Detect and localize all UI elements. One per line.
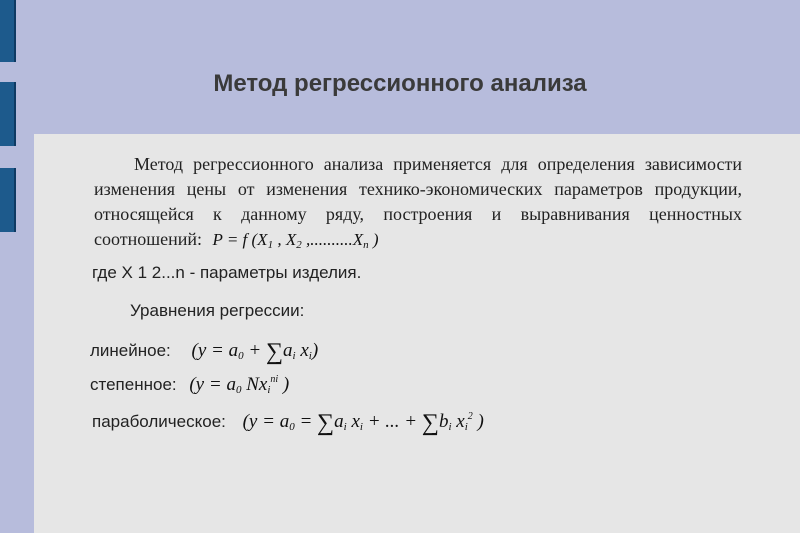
equation-linear-formula: (y = a0 + ∑ai xi) (191, 339, 319, 365)
equation-linear (90, 339, 318, 366)
side-tab-3 (0, 168, 16, 232)
regression-heading: Уравнения регрессии: (130, 301, 305, 320)
main-formula: P = f (X1 , X2 ,..........Xn ) (212, 230, 379, 251)
content-panel (34, 134, 800, 533)
equation-parabolic-formula: (y = a0 = ∑ai xi + ... + ∑bi $xi^2$ ) (242, 410, 484, 436)
equation-parabolic-label: параболическое: (92, 412, 226, 431)
slide-title: Метод регрессионного анализа (213, 70, 587, 97)
side-tab-1 (0, 0, 16, 62)
equation-power (90, 374, 289, 396)
equation-power-formula: (y = a0 Nxi$^{ni}$ ) (189, 374, 290, 396)
equation-parabolic (92, 410, 484, 437)
description-text: Метод регрессионного анализа применяется для определения зависимости изменения цены от изменения технико-экономических параметров продукции, относящейся к данному ряду, построения и выравнивания ценностных соотношений: (94, 154, 742, 249)
params-line: где X 1 2...n - параметры изделия. (92, 263, 362, 282)
equation-linear-label: линейное: (90, 341, 171, 360)
equation-power-label: степенное: (90, 375, 177, 394)
description-paragraph (94, 152, 742, 258)
